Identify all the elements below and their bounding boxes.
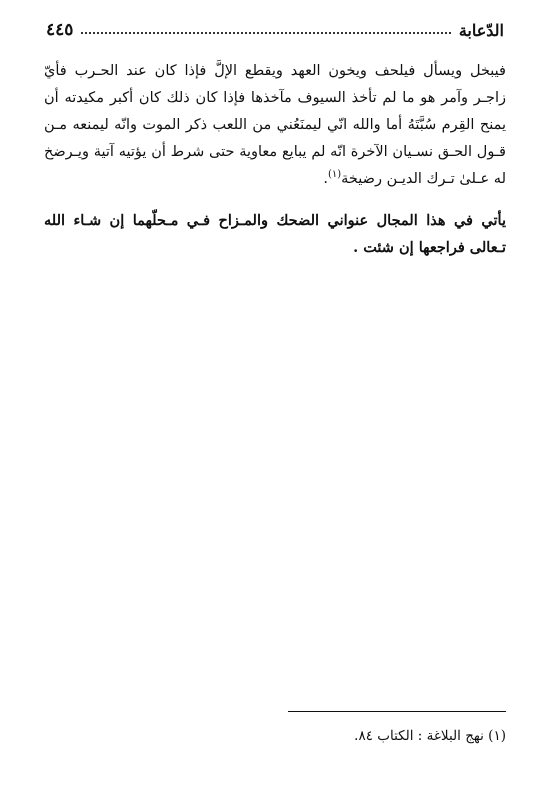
page-number: ٤٤٥	[46, 20, 74, 40]
footnote-reference[interactable]: (١)	[327, 169, 342, 181]
paragraph-1-text: فيبخل ويسأل فيلحف ويخون العهد ويقطع الإلَّ فإذا كان عند الحـرب فأيّ زاجـر وآمر هو ما لم تأخذ السيوف مآخذها فإذا كان ذلك كان أكبر مكيدته أن يمنح القِرم سُبَّتَهُ أما والله انّي ليمنَعُني من اللعب ذكر الموت وانّه ليمنعه مـن قـول الحـق نسـيان الآخرة انّه لم يبايع معاوية حتى شرط أن يؤتيه آتية ويـرضخ له عـلىٰ تـرك الديـن رضيخة	[44, 63, 506, 187]
main-text	[44, 58, 506, 261]
paragraph-1	[44, 58, 506, 193]
footnote-divider	[288, 711, 506, 712]
running-title: الدّعابة	[458, 21, 504, 40]
footnote: (١) نهج البلاغة : الكتاب ٨٤.	[354, 728, 506, 744]
paragraph-2: يأتي في هذا المجال عنواني الضحك والمـزاح فـي مـحلّهما إن شـاء الله تـعالى فراجعها إن شئت .	[44, 212, 506, 256]
header-dotted-leader	[81, 32, 450, 34]
page-header	[46, 14, 504, 40]
paragraph-1-end: .	[323, 171, 328, 187]
